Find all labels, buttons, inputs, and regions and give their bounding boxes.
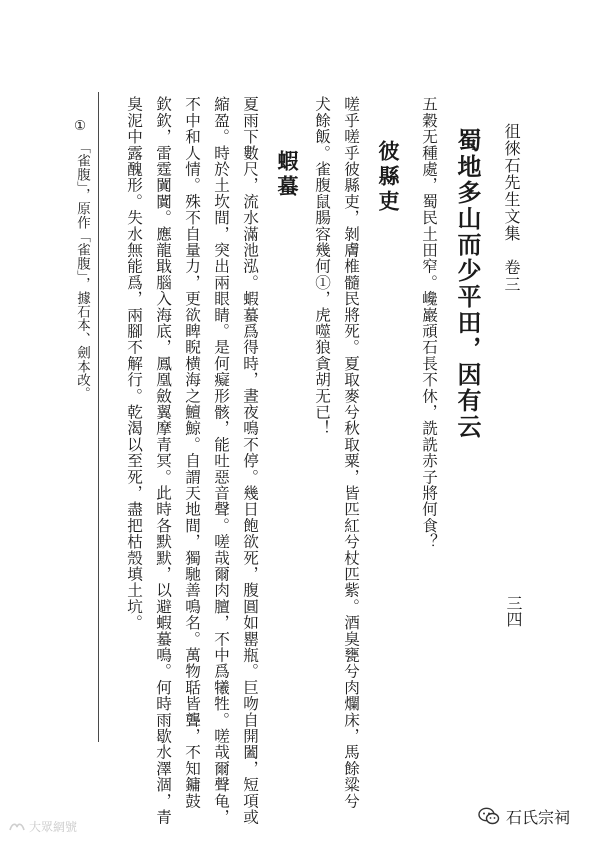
poem3-line: 臭泥中露醜形。失水無能爲，兩腳不解行。乾渴以至死，盡把枯殼填土坑。 (125, 96, 143, 631)
poem1-line: 五穀无種處，蜀民土田窄。巉巖頑石長不休，詵詵赤子將何食？ (420, 96, 438, 550)
footnote-text: 「雀腹」，原作「雀腹」，據石本、劍本改。 (74, 140, 90, 401)
poem3-line: 欽欽，雷霆闐闐。應龍戢腦入海底，鳳凰斂翼摩青冥。此時各默默，以避蝦蟇鳴。何時雨歇水澤涸，青 (154, 96, 172, 825)
page-number: 三四 (504, 595, 523, 627)
poem1-title: 蜀地多山而少平田，因有云 (453, 128, 482, 440)
brand-name: 石氏宗祠 (506, 807, 571, 827)
poem3-line: 縮盈。時於土坎間，突出兩眼睛。是何癡形骸，能吐惡音聲。嗟哉爾肉膻，不中爲犧牲。嗟哉爾聲龟， (212, 96, 230, 825)
watermark (8, 818, 77, 835)
watermark-logo-icon (8, 821, 26, 833)
poem3-line: 夏雨下數尺，流水滿池泓。蝦蟇爲得時，晝夜鳴不停。幾日飽欲死，腹圓如罌瓶。巨吻自開闔，短項或 (241, 96, 259, 825)
poem3-title: 蝦蟇 (275, 150, 300, 200)
poem2-line: 嗟乎嗟乎彼縣吏，剝膚椎髓民將死。夏取麥兮秋取粟，皆匹紅兮杖匹紫。酒臭甕兮肉爛床，馬餘粱兮 (342, 96, 360, 809)
footnote-rule (98, 92, 99, 742)
wechat-icon (478, 807, 500, 825)
poem2-title: 彼縣吏 (376, 140, 401, 215)
footnote-marker: ① (72, 118, 88, 135)
brand-footer (478, 805, 570, 827)
watermark-text: 大眾網號 (29, 820, 78, 834)
poem2-line: 犬餘飯。雀腹鼠腸容幾何①，虎噬狼貪胡无已！ (313, 96, 331, 437)
poem3-line: 不中和人情。殊不自量力，更欲睥睨横海之鱣鯨。自謂天地間，獨馳善鳴名。萬物聒皆聾，不知鏞鼓 (183, 96, 201, 809)
book-header: 徂徠石先生文集 卷三 (502, 123, 521, 293)
